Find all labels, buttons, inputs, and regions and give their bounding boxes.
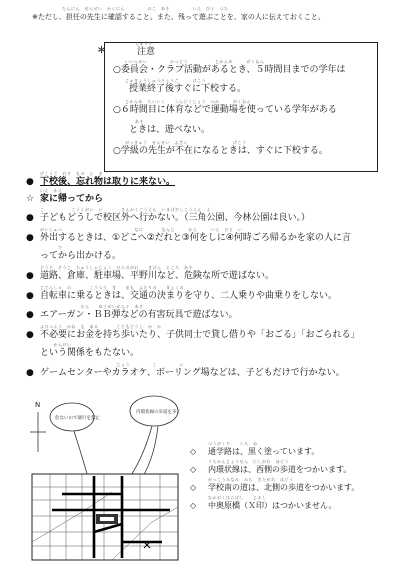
bullet-dot-icon: ● <box>26 233 34 243</box>
furigana: なかおくはらばし じるし <box>208 495 267 500</box>
legend-bullet-icon: ◇ <box>190 483 197 492</box>
callout-text: 内環状線の歩道を歩く <box>136 410 181 415</box>
furigana: こ こうくがい い さんかくこうえん いまばやしこうえん よ <box>40 207 211 212</box>
furigana: がいしゅつ なに なんじ かえ いえ ひと い <box>40 227 243 232</box>
rule-item: 自転車に乗るときは、交通の決まりを守り、二人乗りや曲乗りをしない。 <box>40 291 338 301</box>
notice-line-2b: ときは、遊べない。 <box>129 125 211 135</box>
furigana: ふひつよう かね も ある こどもどうし か か <box>40 324 162 329</box>
rule-item: ってから出かける。 <box>40 251 122 261</box>
rule-item: ゲームセンターやカラオケ、ボーリング場などは、子どもだけで行かない。 <box>40 368 345 378</box>
legend-bullet-icon: ◇ <box>190 447 197 456</box>
furigana: かんけい <box>40 342 72 347</box>
legend-bullet-icon: ◇ <box>190 465 197 474</box>
notice-line-1b: 授業終了後すぐに下校する。 <box>129 84 247 94</box>
bullet-dot-icon: ● <box>26 271 34 281</box>
rule-item: 不必要にお金を持ち歩いたり、子供同士で貸し借りや「おごる」「おごられる」 <box>40 330 360 340</box>
furigana: あそ <box>135 119 144 124</box>
furigana: どうろ そうこ ちゅうしゃじょう ひらのがわ きけん ところ あそ <box>40 265 193 270</box>
asterisk-icon: ＊ <box>97 46 107 56</box>
furigana: うちかんじょうせん にしがわ ほどう <box>208 459 289 464</box>
furigana: がっこうみなみ みち きたがわ ほどう <box>208 477 294 482</box>
bullet-dot-icon: ● <box>26 310 34 320</box>
bullet-dot-icon: ● <box>26 177 34 187</box>
furigana: じてんしゃ の こうつう き まも ふたりの きょくの <box>40 285 184 290</box>
furigana: がっきゅう せんせい ふざい げこう <box>125 140 247 145</box>
compass-icon <box>30 412 46 452</box>
furigana: つうがくろ くろ ぬ <box>208 441 258 446</box>
furigana: ちゅうい <box>135 41 153 46</box>
heading-at-home: 家に帰ってから <box>40 194 104 204</box>
compass-north-label: N <box>35 401 41 409</box>
bullet-dot-icon: ● <box>26 291 34 301</box>
furigana: じょう こ い <box>40 362 184 367</box>
furigana: で <box>40 245 63 250</box>
furigana: だん ゆうがいがんぐ あそ <box>40 304 144 309</box>
notice-box <box>97 41 378 172</box>
school-route-map <box>22 392 220 562</box>
rule-item: エアーガン・ＢＢ弾などの有害玩具で遊ばない。 <box>40 310 238 320</box>
furigana: げこうご わす もの と き <box>40 171 103 176</box>
heading-after-school: 下校後、忘れ物は取りに来ない。 <box>40 177 176 187</box>
notice-line-1a: ○委員会・クラブ活動があるとき、５時間目までの学年は <box>113 65 346 75</box>
intro-text: ※ただし、担任の先生に確認すること。また、残って遊ぶことを、家の人に伝えておくこと。 <box>32 13 325 21</box>
legend-bullet-icon: ◇ <box>190 501 197 510</box>
rule-item: という関係をもたない。 <box>40 348 140 358</box>
rule-item: 外出するときは、①どこへ②だれと③何をしに④何時ごろ帰るかを家の人に言 <box>40 233 351 243</box>
legend-item: 学校南の道は、北側の歩道をつかいます。 <box>208 483 360 492</box>
furigana: いえ かえ <box>40 188 63 193</box>
rule-item: 道路、倉庫、駐車場、平野川など、危険な所で遊ばない。 <box>40 271 275 281</box>
star-icon: ☆ <box>26 194 35 204</box>
furigana: じかんめ たいいく うんどうじょう つか がくねん <box>125 99 251 104</box>
furigana: じゅぎょうしゅうりょうご げこう <box>125 78 206 83</box>
legend-item: 内環状線は、西側の歩道をつかいます。 <box>208 465 352 474</box>
legend-item: 中奥原橋（Ｘ印）はつかいません。 <box>208 501 337 510</box>
notice-title: 注意 <box>137 47 156 57</box>
notice-line-3: ○学級の先生が不在になるときは、すぐに下校する。 <box>113 146 328 156</box>
bullet-dot-icon: ● <box>26 213 34 223</box>
bullet-dot-icon: ● <box>26 368 34 378</box>
bullet-dot-icon: ● <box>26 330 34 340</box>
notice-line-2a: ○６時間目に体育などで運動場を使っている学年がある <box>113 105 337 115</box>
legend-item: 通学路は、黒く塗っています。 <box>208 447 320 456</box>
rule-item: 子どもどうしで校区外へ行かない。（三角公園、今林公園は良い。） <box>40 213 311 223</box>
furigana: たんにん せんせい かくにん のこ あそ いえ ひと つた <box>62 6 229 11</box>
furigana: いいんかい かつどう じかんめ がくねん <box>125 59 265 64</box>
callout-text: 危ないので通行を禁止 <box>55 416 100 421</box>
